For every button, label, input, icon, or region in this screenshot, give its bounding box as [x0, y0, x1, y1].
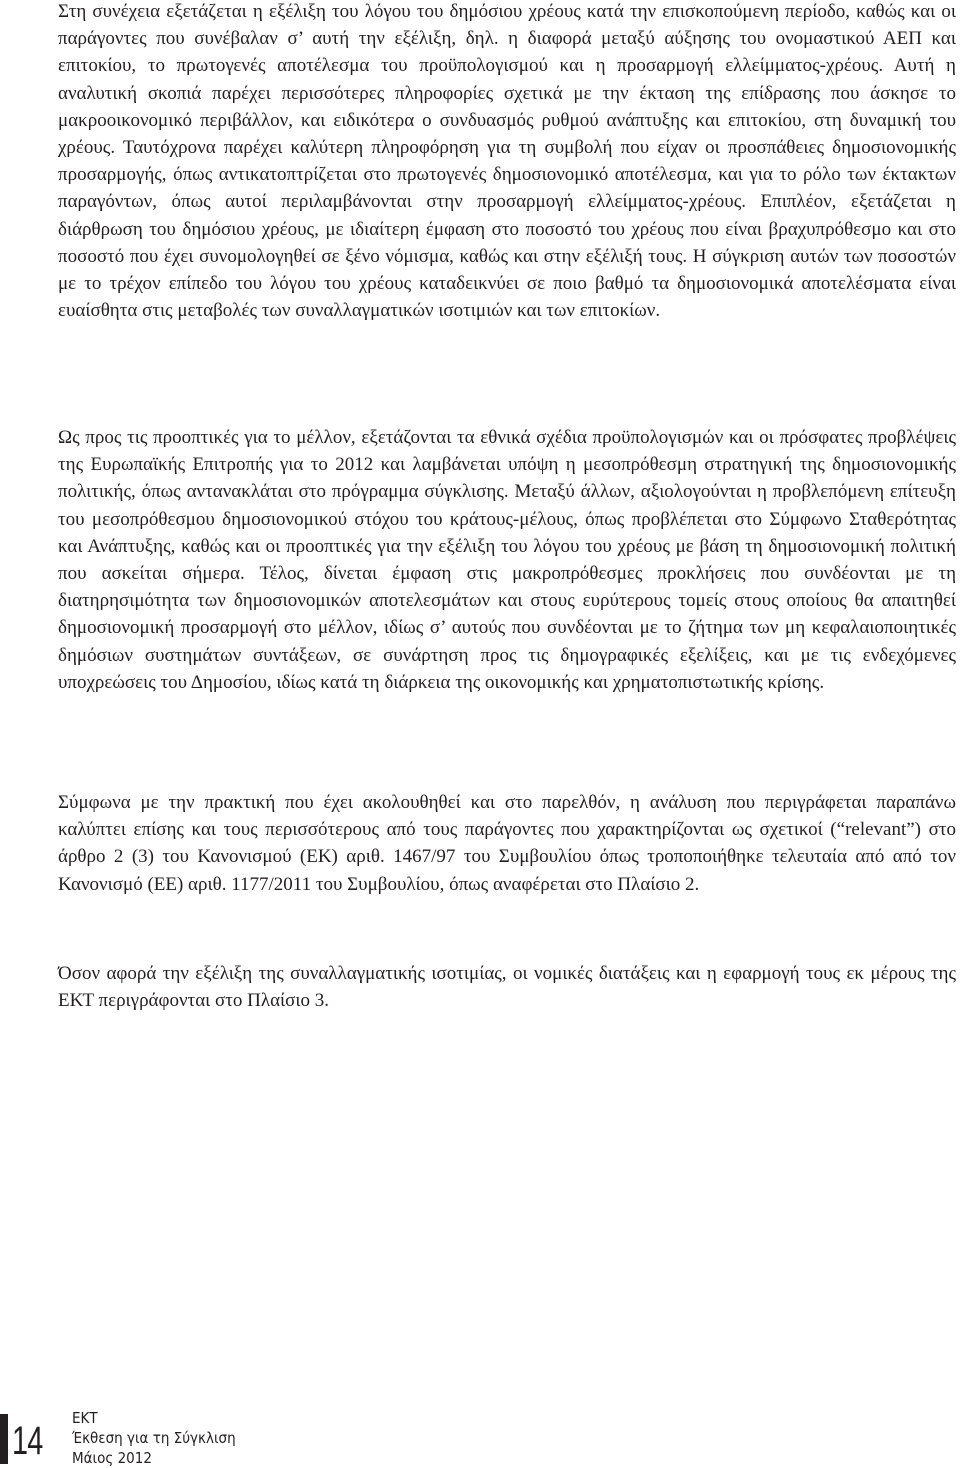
footer-date: Μάιος 2012	[72, 1449, 152, 1467]
footer-publisher: ΕΚΤ	[72, 1409, 98, 1427]
paragraph-debt-analysis: Στη συνέχεια εξετάζεται η εξέλιξη του λόγου του δημόσιου χρέους κατά την επισκοπούμενη περίοδο, καθώς και οι παράγοντες που συνέβαλαν σ’ αυτή την εξέλιξη, δηλ. η διαφορά μεταξύ αύξησης του ονομαστικού ΑΕΠ και επιτοκίου, το πρωτογενές αποτέλεσμα του προϋπολογισμού και η προσαρμογή ελλείμματος-χρέους. Αυτή η αναλυτική σκοπιά παρέχει περισσότερες πληροφορίες σχετικά με την έκταση της επίδρασης που άσκησε το μακροοικονομικό περιβάλλον, και ειδικότερα ο συνδυασμός ρυθμού ανάπτυξης και επιτοκίου, στη δυναμική του χρέους. Ταυτόχρονα παρέχει καλύτερη πληροφόρηση για τη συμβολή που είχαν οι προσπάθειες δημοσιονομικής προσαρμογής, όπως αντικατοπτρίζεται στο πρωτογενές δημοσιονομικό αποτέλεσμα, και για το ρόλο των έκτακτων παραγόντων, όπως αυτοί περιλαμβάνονται στην προσαρμογή ελλείμματος-χρέους. Επιπλέον, εξετάζεται η διάρθρωση του δημόσιου χρέους, με ιδιαίτερη έμφαση στο ποσοστό του χρέους που είναι βραχυπρόθεσμο και στο ποσοστό που έχει συνομολογηθεί σε ξένο νόμισμα, καθώς και στην εξέλιξή τους. Η σύγκριση αυτών των ποσοστών με το τρέχον επίπεδο του λόγου του χρέους καταδεικνύει σε ποιο βαθμό τα δημοσιονομικά αποτελέσματα είναι ευαίσθητα στις μεταβολές των συναλλαγματικών ισοτιμιών και των επιτοκίων.	[58, 1, 956, 322]
page-number: 14	[12, 1419, 43, 1463]
paragraph-relevant-factors: Σύμφωνα με την πρακτική που έχει ακολουθηθεί και στο παρελθόν, η ανάλυση που περιγράφεται παραπάνω καλύπτει επίσης και τους περισσότερους από τους παράγοντες που χαρακτηρίζονται ως σχετικοί (“relevant”) στο άρθρο 2 (3) του Κανονισμού (ΕΚ) αριθ. 1467/97 του Συμβουλίου όπως τροποποιήθηκε τελευταία από από τον Κανονισμό (ΕΕ) αριθ. 1177/2011 του Συμβουλίου, όπως αναφέρεται στο Πλαίσιο 2.	[58, 792, 956, 895]
footer-report-title: Έκθεση για τη Σύγκλιση	[72, 1429, 236, 1447]
footer-publication-info	[72, 1408, 236, 1468]
footer-bar	[0, 1414, 8, 1464]
paragraph-exchange-rate: Όσον αφορά την εξέλιξη της συναλλαγματικής ισοτιμίας, οι νομικές διατάξεις και η εφαρμογή τους εκ μέρους της ΕΚΤ περιγράφονται στο Πλαίσιο 3.	[58, 963, 956, 1012]
paragraph-future-prospects: Ως προς τις προοπτικές για το μέλλον, εξετάζονται τα εθνικά σχέδια προϋπολογισμών και οι πρόσφατες προβλέψεις της Ευρωπαϊκής Επιτροπής για το 2012 και λαμβάνεται υπόψη η μεσοπρόθεσμη στρατηγική της δημοσιονομικής πολιτικής, όπως αντανακλάται στο πρόγραμμα σύγκλισης. Μεταξύ άλλων, αξιολογούνται η προβλεπόμενη επίτευξη του μεσοπρόθεσμου δημοσιονομικού στόχου του κράτους-μέλους, όπως προβλέπεται στο Σύμφωνο Σταθερότητας και Ανάπτυξης, καθώς και οι προοπτικές για την εξέλιξη του λόγου του χρέους με βάση τη δημοσιονομική πολιτική που ασκείται σήμερα. Τέλος, δίνεται έμφαση στις μακροπρόθεσμες προκλήσεις που συνδέονται με τη διατηρησιμότητα των δημοσιονομικών αποτελεσμάτων και στους ευρύτερους τομείς στους οποίους θα απαιτηθεί δημοσιονομική προσαρμογή στο μέλλον, ιδίως σ’ αυτούς που συνδέονται με το ζήτημα των μη κεφαλαιοποιητικές δημόσιων συστημάτων συντάξεων, σε συνάρτηση προς τις δημογραφικές εξελίξεις, και με τις ενδεχόμενες υποχρεώσεις του Δημοσίου, ιδίως κατά τη διάρκεια της οικονομικής και χρηματοπιστωτικής κρίσης.	[58, 427, 956, 693]
